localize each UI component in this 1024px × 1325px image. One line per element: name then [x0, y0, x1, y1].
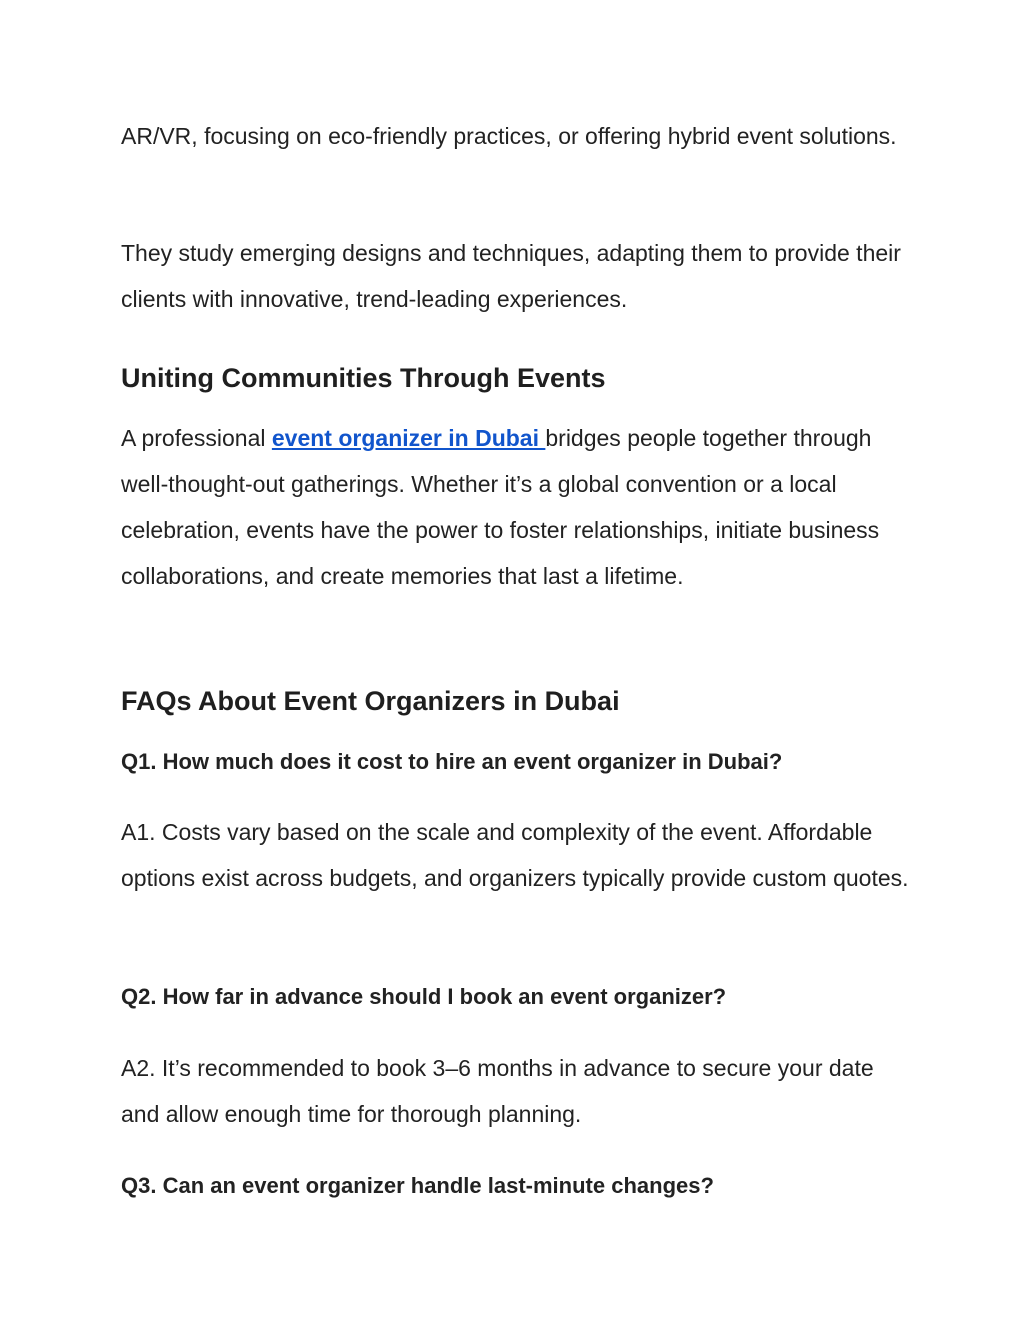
heading-faqs: FAQs About Event Organizers in Dubai — [121, 686, 620, 716]
faq-question-1: Q1. How much does it cost to hire an event organizer in Dubai? — [121, 749, 783, 774]
faq-question-3: Q3. Can an event organizer handle last-minute changes? — [121, 1173, 714, 1198]
faq-answer-1: A1. Costs vary based on the scale and complexity of the event. Affordable options exist across budgets, and organizers typically provide custom quotes. — [121, 819, 909, 891]
paragraph-communities-text-after: bridges people together through well-thought-out gatherings. Whether it’s a global convention or a local celebration, events have the power to foster relationships, initiate business collaborations, and create memories that last a lifetime. — [121, 425, 880, 589]
event-organizer-dubai-link[interactable]: event organizer in Dubai — [271, 425, 546, 451]
paragraph-trends: They study emerging designs and techniques, adapting them to provide their clients with innovative, trend-leading experiences. — [121, 240, 901, 312]
paragraph-intro-continuation: AR/VR, focusing on eco-friendly practices, or offering hybrid event solutions. — [121, 123, 897, 149]
faq-answer-2: A2. It’s recommended to book 3–6 months in advance to secure your date and allow enough time for thorough planning. — [121, 1055, 874, 1127]
faq-question-2: Q2. How far in advance should I book an event organizer? — [121, 984, 727, 1009]
paragraph-communities — [121, 415, 911, 599]
heading-uniting-communities: Uniting Communities Through Events — [121, 363, 606, 393]
paragraph-communities-text-before: A professional — [121, 425, 272, 451]
